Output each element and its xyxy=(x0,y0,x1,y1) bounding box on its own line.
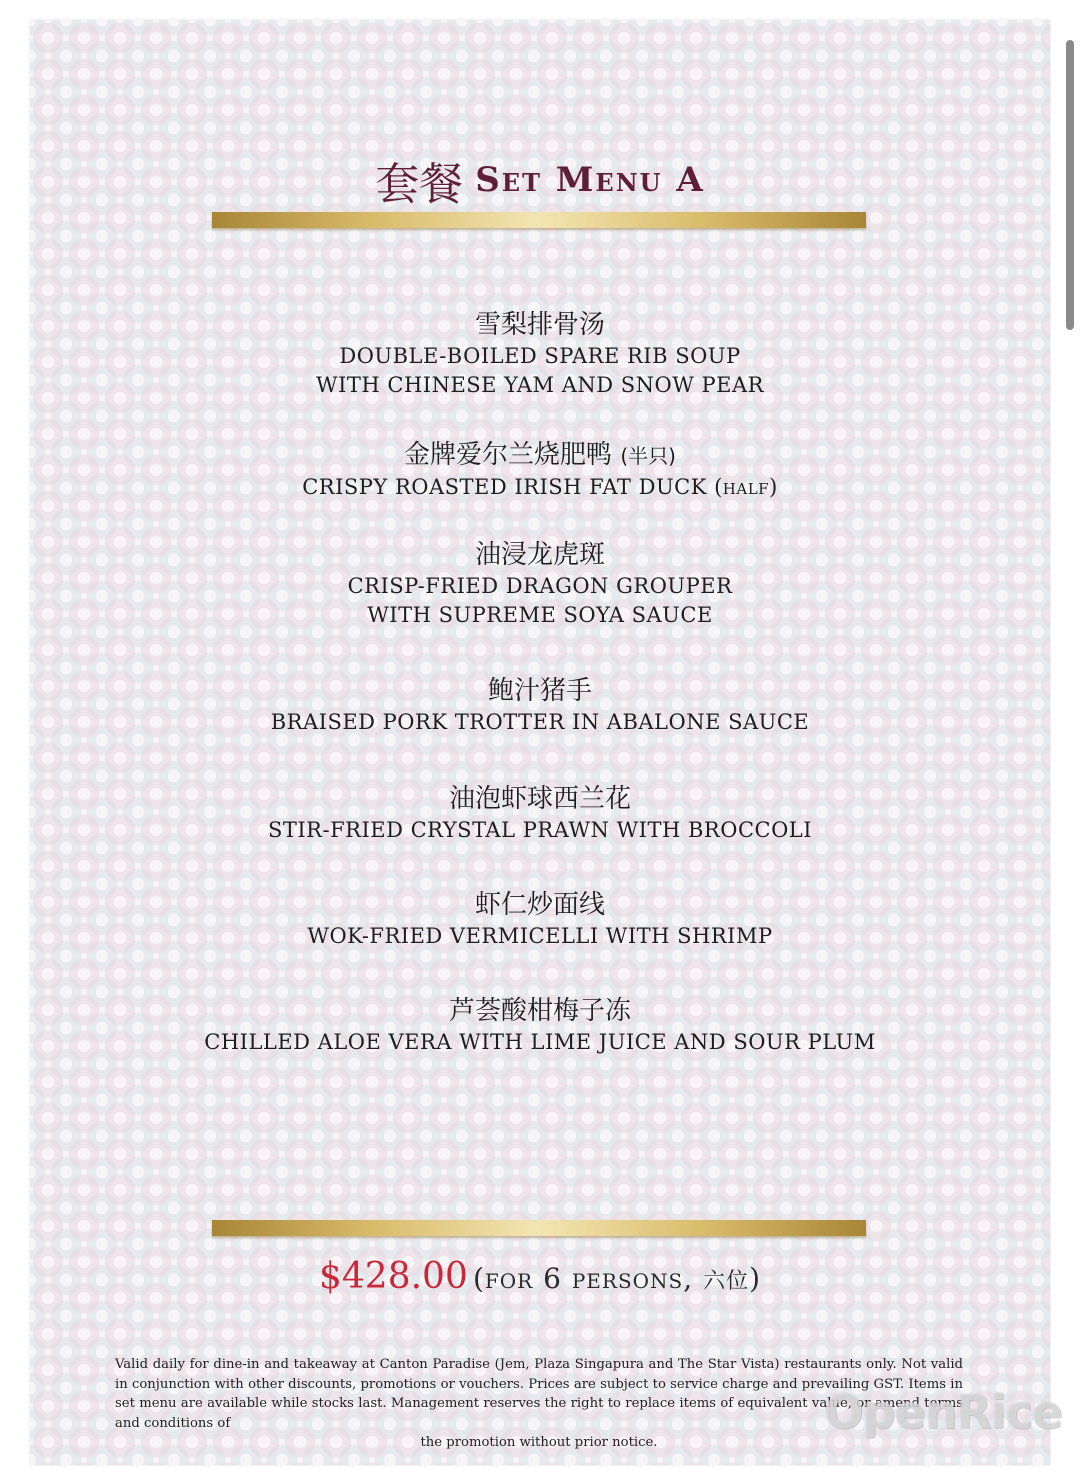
dish-zh: 虾仁炒面线 xyxy=(474,890,605,920)
dish-zh: 油浸龙虎斑 xyxy=(474,540,605,570)
dish-en: BRAISED PORK TROTTER IN ABALONE SAUCE xyxy=(270,710,810,734)
dish-zh: 油泡虾球西兰花 xyxy=(448,784,631,814)
dish-zh-note: (半只) xyxy=(620,444,676,468)
gold-divider-top xyxy=(212,212,866,228)
dish-en: CRISP-FRIED DRAGON GROUPER xyxy=(347,574,733,598)
dish-en: DOUBLE-BOILED SPARE RIB SOUP xyxy=(339,344,741,368)
dish-7 xyxy=(0,994,1080,1057)
dish-4 xyxy=(0,674,1080,737)
dish-en: CRISPY ROASTED IRISH FAT DUCK (half) xyxy=(302,475,778,499)
menu-title-zh: 套餐 xyxy=(375,159,464,210)
price-amount: $428.00 xyxy=(318,1256,468,1297)
dish-zh: 雪梨排骨汤 xyxy=(474,310,605,340)
price-line xyxy=(0,1256,1080,1297)
price-note: (for 6 persons, 六位) xyxy=(472,1262,762,1295)
dish-en-note: (half) xyxy=(714,475,778,499)
dish-en: WITH SUPREME SOYA SAUCE xyxy=(367,603,713,627)
menu-page xyxy=(30,20,1050,1465)
openrice-watermark: OpenRice xyxy=(824,1385,1062,1439)
gold-divider-bottom xyxy=(212,1220,866,1236)
dish-en: CHILLED ALOE VERA WITH LIME JUICE AND SOUR PLUM xyxy=(204,1030,876,1054)
dish-zh: 芦荟酸柑梅子冻 xyxy=(448,996,631,1026)
dish-3 xyxy=(0,538,1080,630)
dish-en: WITH CHINESE YAM AND SNOW PEAR xyxy=(316,373,764,397)
dish-zh: 金牌爱尔兰烧肥鸭 (半只) xyxy=(404,440,676,470)
dish-en: STIR-FRIED CRYSTAL PRAWN WITH BROCCOLI xyxy=(267,818,813,842)
dish-en: WOK-FRIED VERMICELLI WITH SHRIMP xyxy=(307,924,773,948)
dish-2 xyxy=(0,438,1080,502)
dish-1 xyxy=(0,308,1080,400)
dish-6 xyxy=(0,888,1080,951)
dish-zh: 鲍汁猪手 xyxy=(487,676,592,706)
terms-text: Valid daily for dine-in and takeaway at Canton Paradise (Jem, Plaza Singapura and The Star Vista) restaurants only. Not valid in conjunction with other discounts, promotions or vouchers. Prices are subject to service charge and prevailing GST. Items in set menu are available while stocks last. Management reserves the right to replace items of equivalent value, or amend terms and conditions of xyxy=(115,1357,963,1431)
menu-title-en: Set Menu A xyxy=(475,160,705,200)
menu-title xyxy=(0,148,1080,212)
terms-text-last: the promotion without prior notice. xyxy=(420,1435,658,1450)
dish-5 xyxy=(0,782,1080,845)
